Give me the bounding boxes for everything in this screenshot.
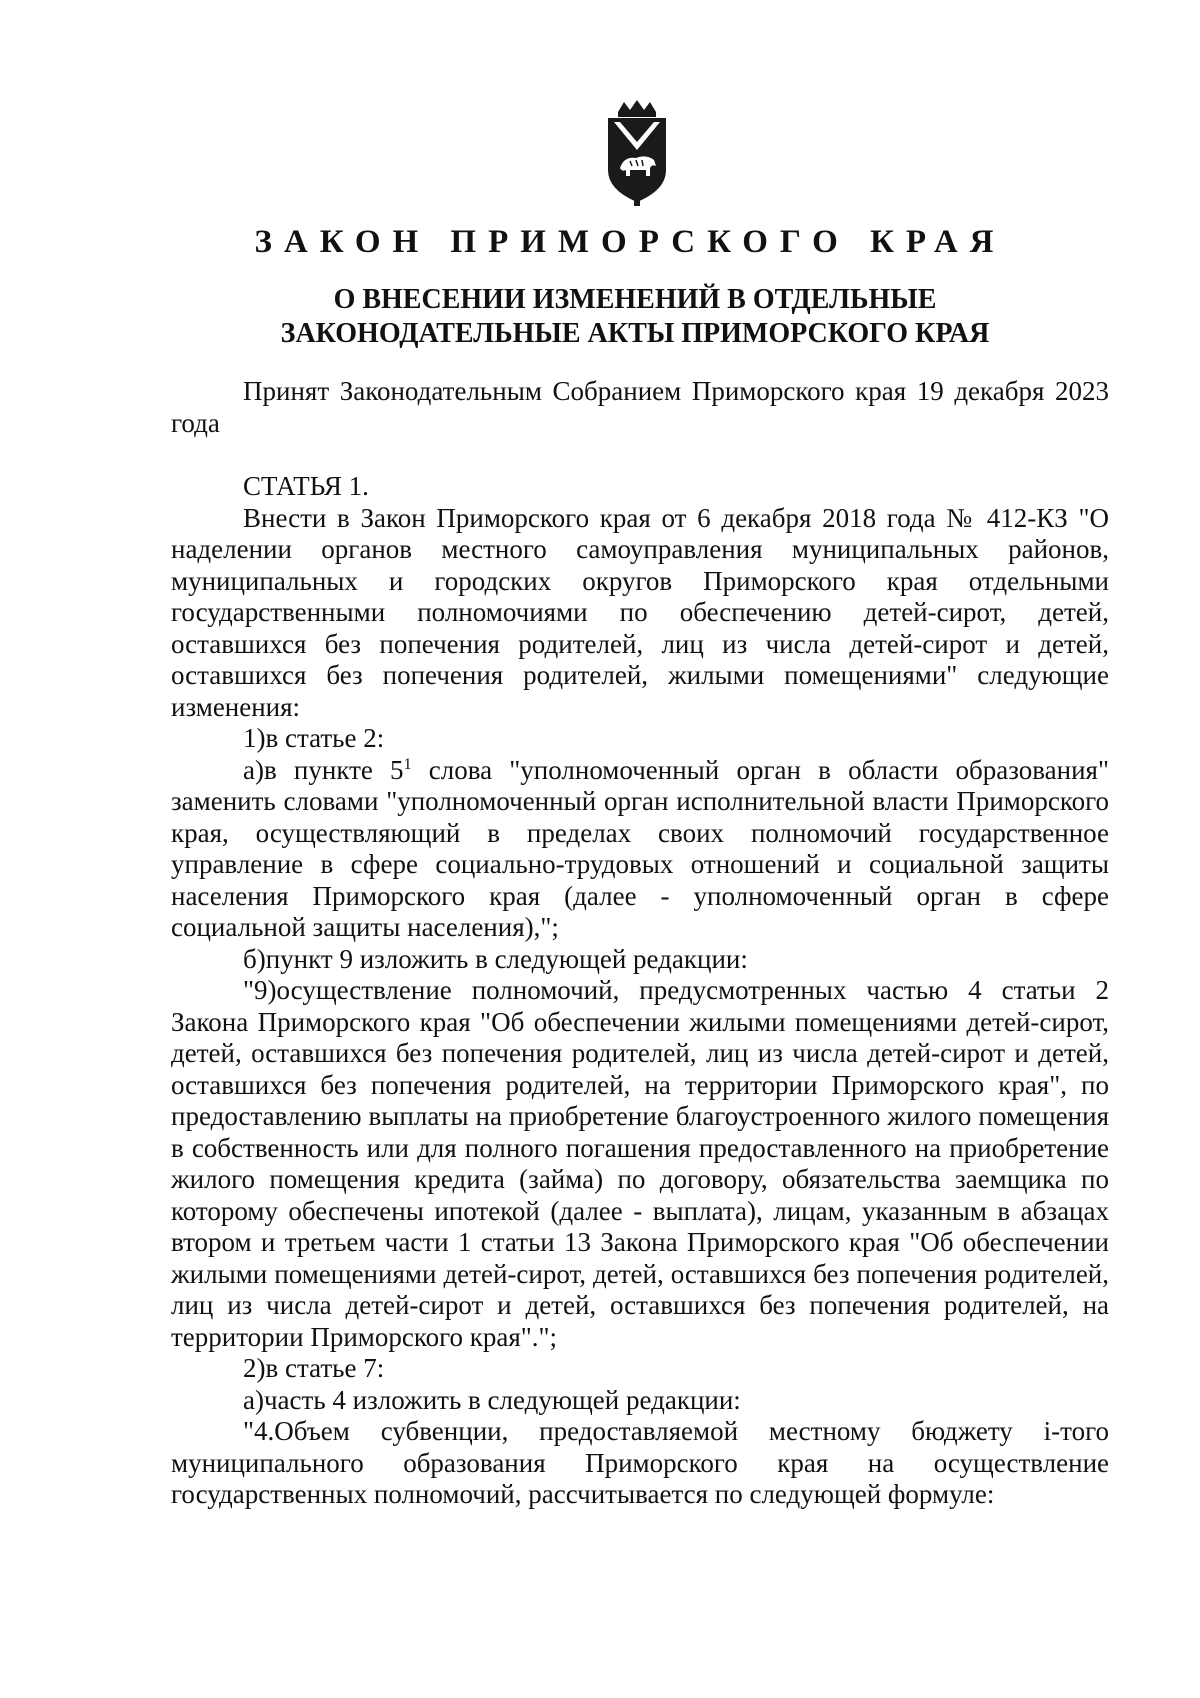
document-subtitle — [200, 283, 1070, 351]
item-1a-after: слова "уполномоченный орган в области образования" заменить словами "уполномоченный орган исполнительной власти Приморского края, осуществляющий в пределах своих полномочий государственное управление в сфере социально-трудовых отношений и социальной защиты населения Приморского края (далее - уполномоченный орган в сфере социальной защиты населения),"; — [171, 754, 1109, 942]
document-body — [171, 376, 1109, 1511]
item-2a: а)часть 4 изложить в следующей редакции: — [243, 1384, 741, 1415]
item-1b-text: "9)осуществление полномочий, предусмотренных частью 4 статьи 2 Закона Приморского края "Об обеспечении жилыми помещениями детей-сирот, детей, оставшихся без попечения родителей, лиц из числа детей-сирот и детей, оставшихся без попечения родителей, на территории Приморского края", по предоставлению выплаты на приобретение благоустроенного жилого помещения в собственность или для полного погашения предоставленного на приобретение жилого помещения кредита (займа) по договору, обязательства заемщика по которому обеспечены ипотекой (далее - выплата), лицам, указанным в абзацах втором и третьем части 1 статьи 13 Закона Приморского края "Об обеспечении жилыми помещениями детей-сирот, детей, оставшихся без попечения родителей, лиц из числа детей-сирот и детей, оставшихся без попечения родителей, на территории Приморского края"."; — [171, 975, 1109, 1352]
primorsky-coat-of-arms-icon — [596, 98, 678, 208]
subtitle-line-1: О ВНЕСЕНИИ ИЗМЕНЕНИЙ В ОТДЕЛЬНЫЕ — [333, 284, 937, 315]
item-1a-superscript: 1 — [403, 755, 412, 773]
item-1: 1)в статье 2: — [243, 723, 385, 753]
document-title: ЗАКОН ПРИМОРСКОГО КРАЯ — [254, 224, 1006, 260]
item-2: 2)в статье 7: — [243, 1353, 385, 1383]
item-1a-before: а)в пункте 5 — [243, 754, 404, 785]
subtitle-line-2: ЗАКОНОДАТЕЛЬНЫЕ АКТЫ ПРИМОРСКОГО КРАЯ — [280, 318, 990, 349]
article-1-intro: Внести в Закон Приморского края от 6 декабря 2018 года № 412-КЗ "О наделении органов местного самоуправления муниципальных районов, муниципальных и городских округов Приморского края отдельными государственными полномочиями по обеспечению детей-сирот, детей, оставшихся без попечения родителей, лиц из числа детей-сирот и детей, оставшихся без попечения родителей, жилыми помещениями" следующие изменения: — [171, 502, 1109, 722]
item-2a-text: "4.Объем субвенции, предоставляемой местному бюджету i-того муниципального образования Приморского края на осуществление государственных полномочий, рассчитывается по следующей формуле: — [171, 1416, 1109, 1509]
item-1b: б)пункт 9 изложить в следующей редакции: — [243, 943, 748, 974]
adoption-note: Принят Законодательным Собранием Приморского края 19 декабря 2023 года — [171, 376, 1109, 438]
item-1a — [171, 755, 1109, 944]
article-1-heading: СТАТЬЯ 1. — [243, 471, 369, 501]
